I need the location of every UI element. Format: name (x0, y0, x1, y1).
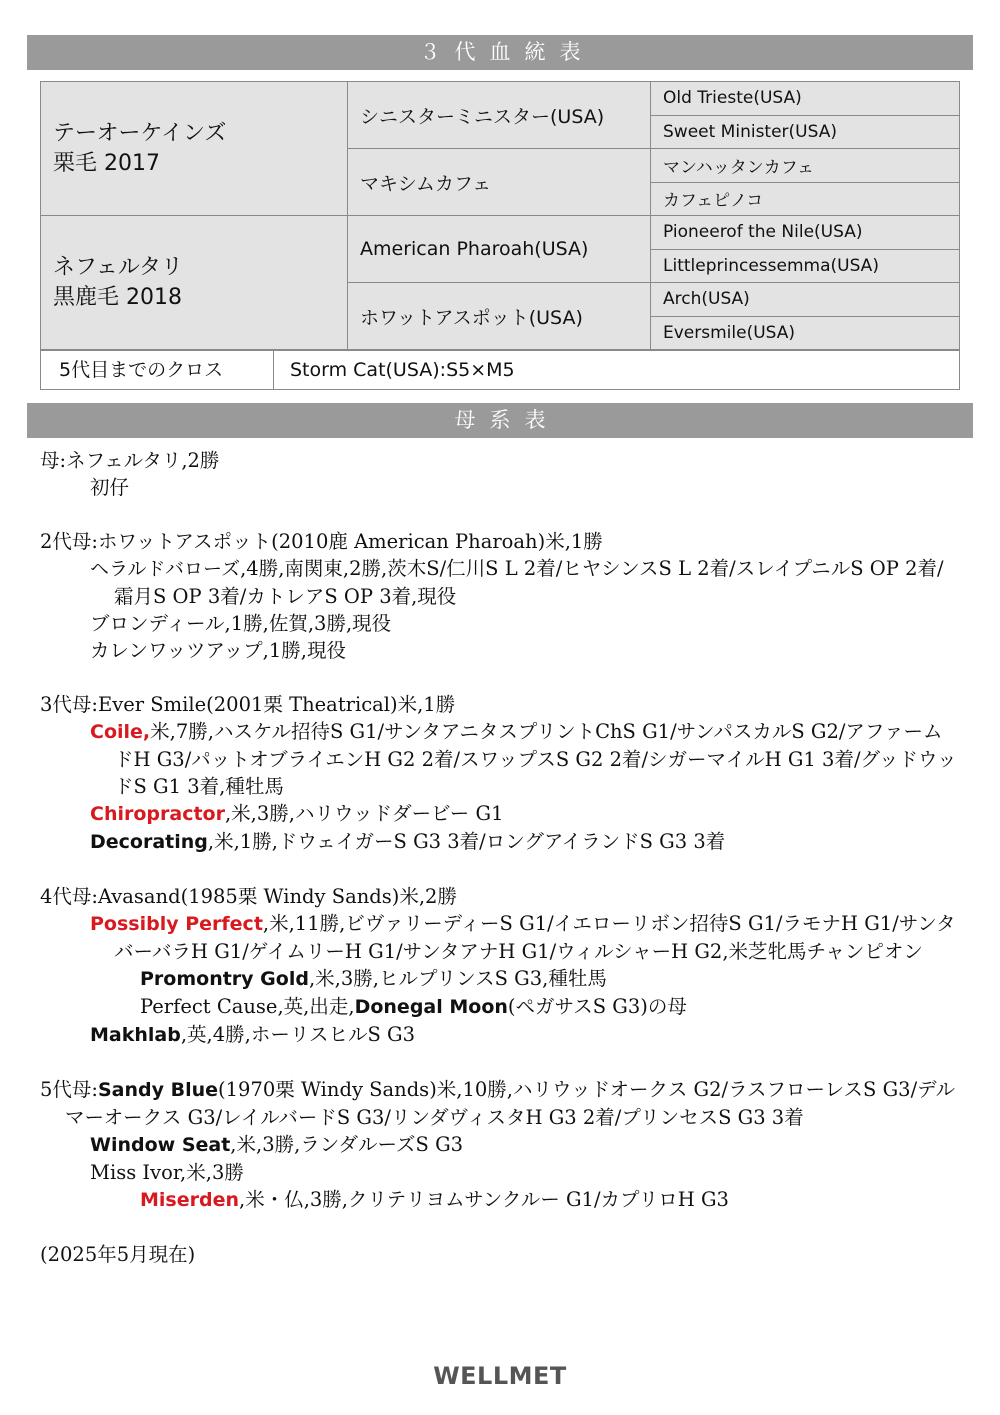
family-header: 母系表 (27, 403, 973, 438)
dam5-entry-3: Miserden,米・仏,3勝,クリテリヨムサンクルー G1/カプリロH G3 (140, 1188, 729, 1211)
cross-value: Storm Cat(USA):S5×M5 (290, 359, 515, 381)
dam-sire: American Pharoah(USA) (348, 216, 651, 283)
dam1-note: 初仔 (90, 476, 130, 499)
dam-cell (41, 216, 348, 350)
family-table (40, 447, 965, 1268)
dam2-entry-3: カレンワッツアップ,1勝,現役 (90, 639, 346, 662)
sire-dam-sire: マンハッタンカフェ (651, 149, 960, 183)
sire-dam-dam: カフェピノコ (651, 182, 960, 216)
dam-sire-dam: Littleprincessemma(USA) (651, 249, 960, 283)
dam3-entry-3: Decorating,米,1勝,ドウェイガーS G3 3着/ロングアイランドS G3 3着 (90, 830, 726, 853)
dam-dam-dam: Eversmile(USA) (651, 316, 960, 350)
sire-info: 栗毛 2017 (53, 150, 160, 176)
sire-cell (41, 82, 348, 216)
dam5-entry-2: Miss Ivor,米,3勝 (90, 1161, 244, 1184)
dam4-entry-1: Possibly Perfect,米,11勝,ビヴァリーディーS G1/イエローリボン招待S G1/ラモナH G1/サンタバーバラH G1/ゲイムリーH G1/サンタアナH G1/ウィルシャーH G2,米芝牝馬チャンピオン (90, 912, 956, 963)
dam4-entry-4: Makhlab,英,4勝,ホーリスヒルS G3 (90, 1023, 415, 1046)
dam-dam: ホワットアスポット(USA) (348, 283, 651, 350)
dam2-entry-1: ヘラルドバローズ,4勝,南関東,2勝,茨木S/仁川S L 2着/ヒヤシンスS L 2着/スレイプニルS OP 2着/霜月S OP 3着/カトレアS OP 3着,現役 (90, 557, 944, 608)
dam4-entry-2: Promontry Gold,米,3勝,ヒルプリンスS G3,種牡馬 (140, 967, 607, 990)
dam-name: ネフェルタリ (53, 254, 184, 280)
sire-dam: マキシムカフェ (348, 149, 651, 216)
sire-sire-sire: Old Trieste(USA) (651, 82, 960, 116)
dam5-entry-1: Window Seat,米,3勝,ランダルーズS G3 (90, 1133, 464, 1156)
dam5-line: 5代母:Sandy Blue(1970栗 Windy Sands)米,10勝,ハリウッドオークス G2/ラスフローレスS G3/デルマーオークス G3/レイルバードS G3/リンダヴィスタH G3 2着/プリンセスS G3 3着 (40, 1078, 956, 1129)
dam1-line: 母:ネフェルタリ,2勝 (40, 449, 220, 472)
dam4-line: 4代母:Avasand(1985栗 Windy Sands)米,2勝 (40, 885, 457, 908)
dam4-entry-3: Perfect Cause,英,出走,Donegal Moon(ペガサスS G3)の母 (140, 995, 687, 1018)
sire-sire: シニスターミニスター(USA) (348, 82, 651, 149)
pedigree-table (40, 81, 960, 350)
dam3-entry-1: Coile,米,7勝,ハスケル招待S G1/サンタアニタスプリントChS G1/サンパスカルS G2/アファームドH G3/パットオブライエンH G2 2着/スワップスS G2 2着/シガーマイルH G1 3着/グッドウッドS G1 3着,種牡馬 (90, 720, 957, 798)
dam-dam-sire: Arch(USA) (651, 283, 960, 317)
dam2-line: 2代母:ホワットアスポット(2010鹿 American Pharoah)米,1勝 (40, 530, 603, 553)
inbreeding-cross-row (40, 350, 960, 390)
sire-sire-dam: Sweet Minister(USA) (651, 115, 960, 149)
dam3-entry-2: Chiropractor,米,3勝,ハリウッドダービー G1 (90, 802, 504, 825)
dam3-line: 3代母:Ever Smile(2001栗 Theatrical)米,1勝 (40, 693, 456, 716)
pedigree-header: ３代血統表 (27, 35, 973, 70)
dam2-entry-2: ブロンディール,1勝,佐賀,3勝,現役 (90, 612, 392, 635)
as-of-note: (2025年5月現在) (40, 1243, 196, 1266)
cross-label: 5代目までのクロス (41, 351, 274, 389)
sire-name: テーオーケインズ (53, 120, 227, 146)
dam-info: 黒鹿毛 2018 (53, 284, 182, 310)
dam-sire-sire: Pioneerof the Nile(USA) (651, 216, 960, 250)
wellmet-logo: WELLMET (433, 1362, 567, 1390)
